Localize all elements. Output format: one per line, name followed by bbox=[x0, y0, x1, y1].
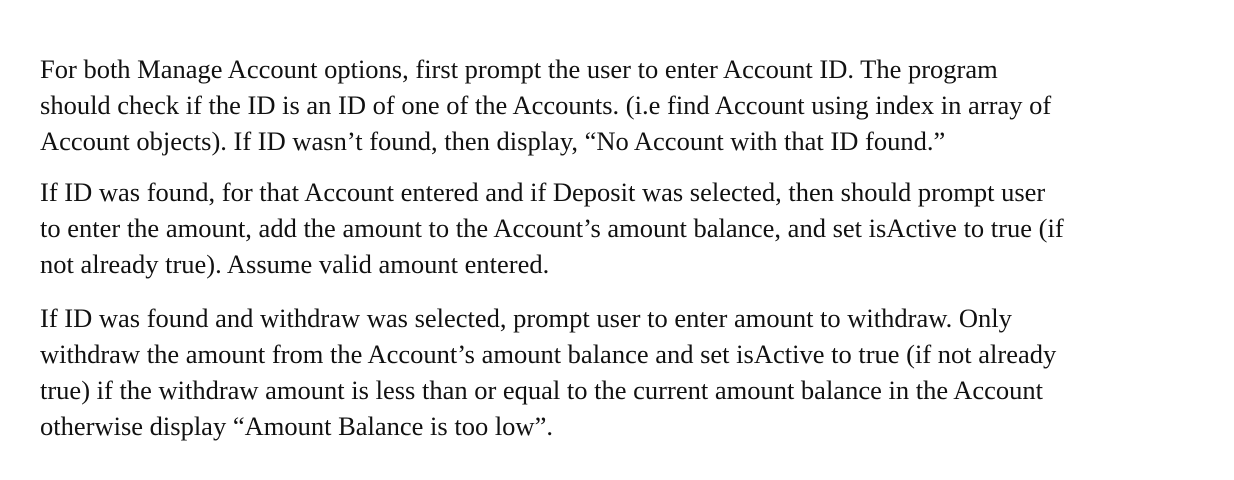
text-line: otherwise display “Amount Balance is too low”. bbox=[40, 411, 553, 441]
text-line: withdraw the amount from the Account’s amount balance and set isActive to true (if not already bbox=[40, 339, 1057, 369]
text-line: If ID was found, for that Account entered and if Deposit was selected, then should prompt user bbox=[40, 177, 1046, 207]
text-line: should check if the ID is an ID of one of the Accounts. (i.e find Account using index in array of bbox=[40, 90, 1052, 120]
paragraph-withdraw bbox=[40, 300, 1220, 444]
text-line: to enter the amount, add the amount to the Account’s amount balance, and set isActive to true (if bbox=[40, 213, 1064, 243]
text-line: true) if the withdraw amount is less than or equal to the current amount balance in the Account bbox=[40, 375, 1044, 405]
text-line: Account objects). If ID wasn’t found, then display, “No Account with that ID found.” bbox=[40, 126, 946, 156]
text-line: not already true). Assume valid amount entered. bbox=[40, 249, 550, 279]
paragraph-manage-account-prompt bbox=[40, 51, 1220, 159]
paragraph-deposit bbox=[40, 174, 1220, 282]
text-line: For both Manage Account options, first prompt the user to enter Account ID. The program bbox=[40, 54, 998, 84]
text-line: If ID was found and withdraw was selected, prompt user to enter amount to withdraw. Only bbox=[40, 303, 1012, 333]
document-body bbox=[40, 51, 1220, 444]
